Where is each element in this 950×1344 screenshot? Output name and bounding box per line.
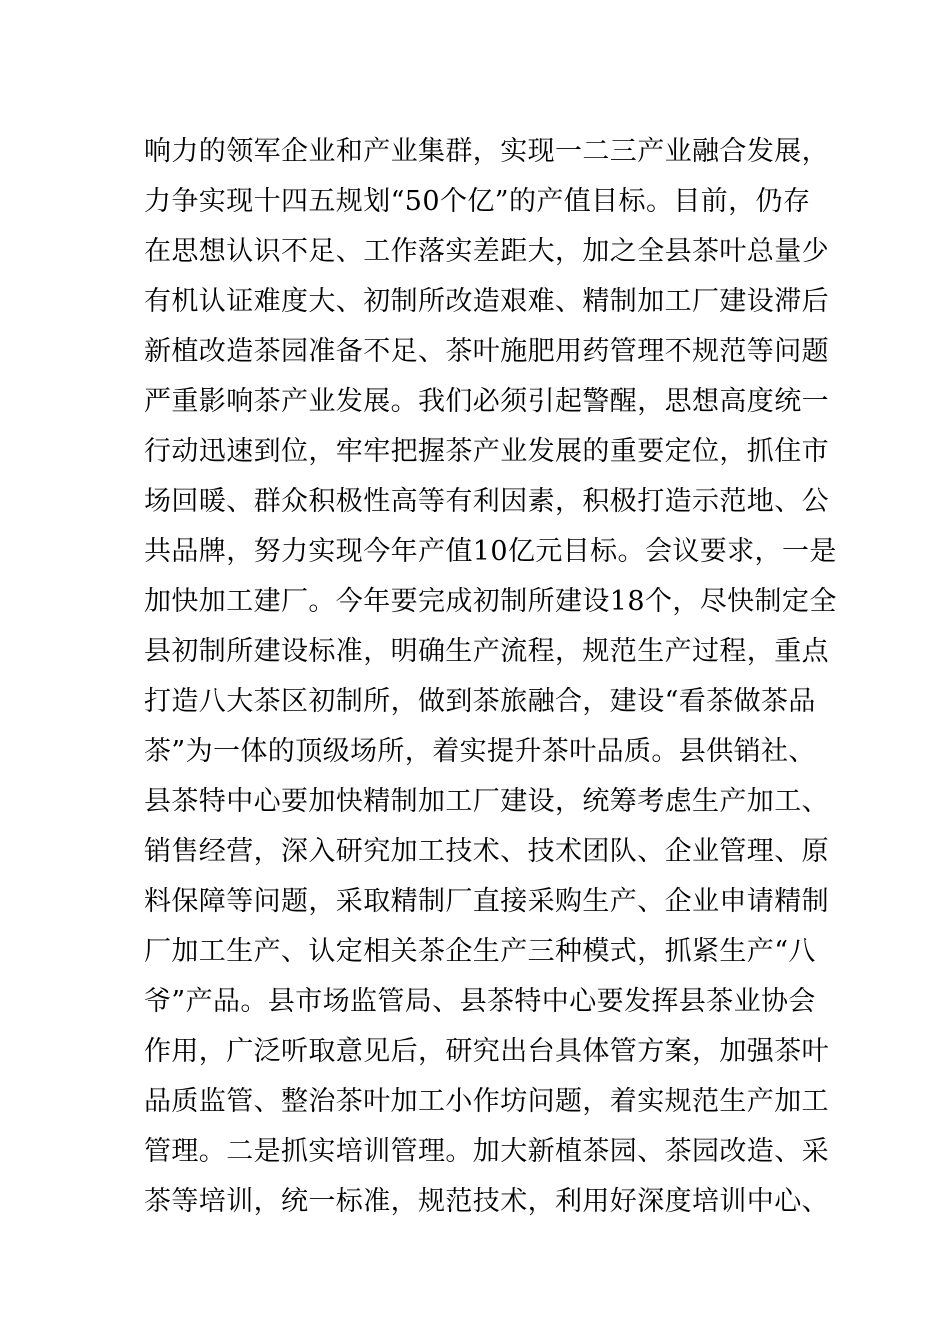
text-line: 共品牌，努力实现今年产值10亿元目标。会议要求，一是 bbox=[144, 536, 837, 567]
text-line: 在思想认识不足、工作落实差距大，加之全县茶叶总量少 bbox=[144, 236, 829, 267]
text-line: 茶”为一体的顶级场所，着实提升茶叶品质。县供销社、 bbox=[144, 736, 816, 767]
text-line: 爷”产品。县市场监管局、县茶特中心要发挥县茶业协会 bbox=[144, 986, 816, 1017]
text-line: 新植改造茶园准备不足、茶叶施肥用药管理不规范等问题 bbox=[144, 336, 829, 367]
text-line: 茶等培训，统一标准，规范技术，利用好深度培训中心、 bbox=[144, 1186, 829, 1217]
text-line: 有机认证难度大、初制所改造艰难、精制加工厂建设滞后 bbox=[144, 286, 829, 317]
text-line: 打造八大茶区初制所，做到茶旅融合，建设“看茶做茶品 bbox=[144, 686, 816, 717]
text-line: 行动迅速到位，牢牢把握茶产业发展的重要定位，抓住市 bbox=[144, 436, 829, 467]
text-line: 销售经营，深入研究加工技术、技术团队、企业管理、原 bbox=[144, 836, 829, 867]
text-line: 料保障等问题，采取精制厂直接采购生产、企业申请精制 bbox=[144, 886, 829, 917]
text-line: 厂加工生产、认定相关茶企生产三种模式，抓紧生产“八 bbox=[144, 936, 816, 967]
text-line: 品质监管、整治茶叶加工小作坊问题，着实规范生产加工 bbox=[144, 1086, 829, 1117]
text-line: 管理。二是抓实培训管理。加大新植茶园、茶园改造、采 bbox=[144, 1136, 829, 1167]
text-line: 力争实现十四五规划“50个亿”的产值目标。目前，仍存 bbox=[144, 186, 811, 217]
body-text bbox=[144, 127, 837, 1227]
text-line: 作用，广泛听取意见后，研究出台具体管方案，加强茶叶 bbox=[144, 1036, 829, 1067]
text-line: 场回暖、群众积极性高等有利因素，积极打造示范地、公 bbox=[144, 486, 829, 517]
text-line: 严重影响茶产业发展。我们必须引起警醒，思想高度统一 bbox=[144, 386, 829, 417]
text-line: 加快加工建厂。今年要完成初制所建设18个，尽快制定全 bbox=[144, 586, 837, 617]
text-line: 响力的领军企业和产业集群，实现一二三产业融合发展， bbox=[144, 136, 829, 167]
text-line: 县茶特中心要加快精制加工厂建设，统筹考虑生产加工、 bbox=[144, 786, 829, 817]
text-line: 县初制所建设标准，明确生产流程，规范生产过程，重点 bbox=[144, 636, 829, 667]
